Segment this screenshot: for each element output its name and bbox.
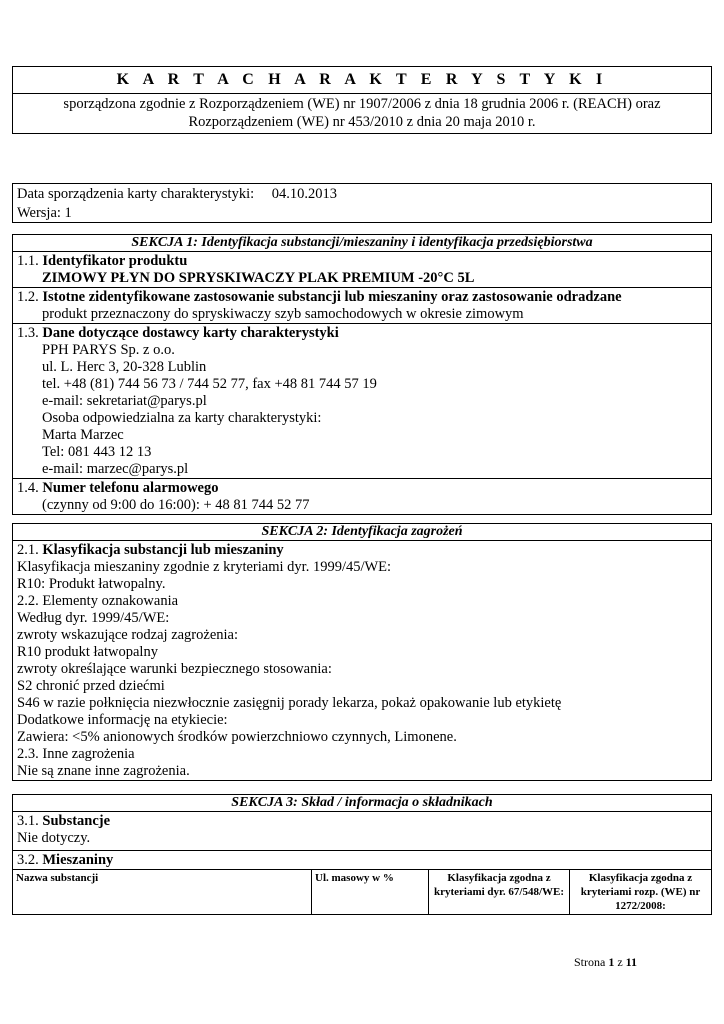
hazard-line: S2 chronić przed dziećmi — [17, 678, 165, 694]
date-row — [13, 184, 711, 203]
supplier-line: Marta Marzec — [42, 427, 124, 443]
s13-title: Dane dotyczące dostawcy karty charakterystyki — [42, 325, 339, 341]
s32-number: 3.2. — [17, 852, 39, 868]
section-1-2 — [13, 287, 711, 323]
hazard-line: 2.2. Elementy oznakowania — [17, 593, 179, 609]
supplier-line: tel. +48 (81) 744 56 73 / 744 52 77, fax +48 81 744 57 19 — [42, 376, 377, 392]
regulation-subtitle — [13, 93, 711, 133]
hazard-line: Zawiera: <5% anionowych środków powierzchniowo czynnych, Limonene. — [17, 729, 457, 745]
section-2-body — [13, 540, 711, 780]
col-classification-67-548: Klasyfikacja zgodna z kryteriami dyr. 67/548/WE: — [429, 870, 570, 914]
s21-title: Klasyfikacja substancji lub mieszaniny — [42, 542, 284, 558]
subtitle-line-2: Rozporządzeniem (WE) nr 453/2010 z dnia 20 maja 2010 r. — [188, 114, 536, 130]
section-1 — [12, 234, 712, 515]
section-1-heading: SEKCJA 1: Identyfikacja substancji/mieszaniny i identyfikacja przedsiębiorstwa — [131, 235, 593, 250]
col-mass-fraction: Ul. masowy w % — [312, 870, 429, 914]
hazard-line: 2.3. Inne zagrożenia — [17, 746, 135, 762]
supplier-line: Osoba odpowiedzialna za karty charakterystyki: — [42, 410, 322, 426]
hazard-line: R10: Produkt łatwopalny. — [17, 576, 166, 592]
product-use: produkt przeznaczony do spryskiwaczy szyb samochodowych w okresie zimowym — [42, 306, 524, 322]
s12-title: Istotne zidentyfikowane zastosowanie substancji lub mieszaniny oraz zastosowanie odradzane — [42, 289, 622, 305]
product-identifier: ZIMOWY PŁYN DO SPRYSKIWACZY PLAK PREMIUM -20°C 5L — [42, 270, 475, 286]
version-row: Wersja: 1 — [17, 205, 72, 221]
composition-table — [13, 870, 711, 914]
date-label: Data sporządzenia karty charakterystyki: — [17, 186, 255, 202]
section-2 — [12, 523, 712, 781]
section-1-4 — [13, 478, 711, 514]
s31-title: Substancje — [42, 813, 111, 829]
hazard-line: Klasyfikacja mieszaniny zgodnie z kryteriami dyr. 1999/45/WE: — [17, 559, 392, 575]
supplier-line: PPH PARYS Sp. z o.o. — [42, 342, 175, 358]
hazard-line: S46 w razie połknięcia niezwłocznie zasięgnij porady lekarza, pokaż opakowanie lub etykietę — [17, 695, 562, 711]
section-2-heading: SEKCJA 2: Identyfikacja zagrożeń — [261, 524, 463, 539]
composition-table-wrap — [13, 869, 711, 914]
s13-number: 1.3. — [17, 325, 39, 341]
s32-title: Mieszaniny — [42, 852, 114, 868]
section-3-2 — [13, 850, 711, 869]
section-3 — [12, 794, 712, 915]
hazard-line: Dodatkowe informację na etykiecie: — [17, 712, 228, 728]
subtitle-line-1: sporządzona zgodnie z Rozporządzeniem (WE) nr 1907/2006 z dnia 18 grudnia 2006 r. (REACH) oraz — [63, 96, 661, 112]
supplier-line: ul. L. Herc 3, 20-328 Lublin — [42, 359, 207, 375]
date-value: 04.10.2013 — [271, 186, 338, 202]
page-prefix: Strona — [574, 955, 609, 969]
s21-number: 2.1. — [17, 542, 39, 558]
col-classification-1272-2008: Klasyfikacja zgodna z kryteriami rozp. (WE) nr 1272/2008: — [570, 870, 712, 914]
info-box — [12, 183, 712, 223]
hazard-line: zwroty określające warunki bezpiecznego stosowania: — [17, 661, 332, 677]
s31-text: Nie dotyczy. — [17, 830, 91, 846]
section-1-3 — [13, 323, 711, 478]
page-number — [574, 955, 637, 970]
s14-number: 1.4. — [17, 480, 39, 496]
s31-number: 3.1. — [17, 813, 39, 829]
emergency-phone: (czynny od 9:00 do 16:00): + 48 81 744 52 77 — [42, 497, 310, 513]
section-3-1 — [13, 811, 711, 850]
current-page: 1 — [608, 955, 615, 969]
s14-title: Numer telefonu alarmowego — [42, 480, 219, 496]
hazard-line: R10 produkt łatwopalny — [17, 644, 158, 660]
supplier-line: Tel: 081 443 12 13 — [42, 444, 152, 460]
hazard-line: zwroty wskazujące rodzaj zagrożenia: — [17, 627, 239, 643]
hazard-line: Według dyr. 1999/45/WE: — [17, 610, 170, 626]
page-middle: z — [614, 955, 626, 969]
s12-number: 1.2. — [17, 289, 39, 305]
supplier-email: e-mail: marzec@parys.pl — [42, 461, 189, 477]
hazard-line: Nie są znane inne zagrożenia. — [17, 763, 190, 779]
section-3-heading: SEKCJA 3: Skład / informacja o składnikach — [231, 795, 493, 810]
document-title: K A R T A C H A R A K T E R Y S T Y K I — [116, 71, 608, 88]
section-1-1 — [13, 251, 711, 287]
total-pages: 11 — [625, 955, 638, 969]
header-box — [12, 66, 712, 134]
table-header-row — [13, 870, 711, 914]
s11-title: Identyfikator produktu — [42, 253, 188, 269]
s11-number: 1.1. — [17, 253, 39, 269]
col-substance-name: Nazwa substancji — [16, 872, 99, 884]
supplier-email: e-mail: sekretariat@parys.pl — [42, 393, 207, 409]
